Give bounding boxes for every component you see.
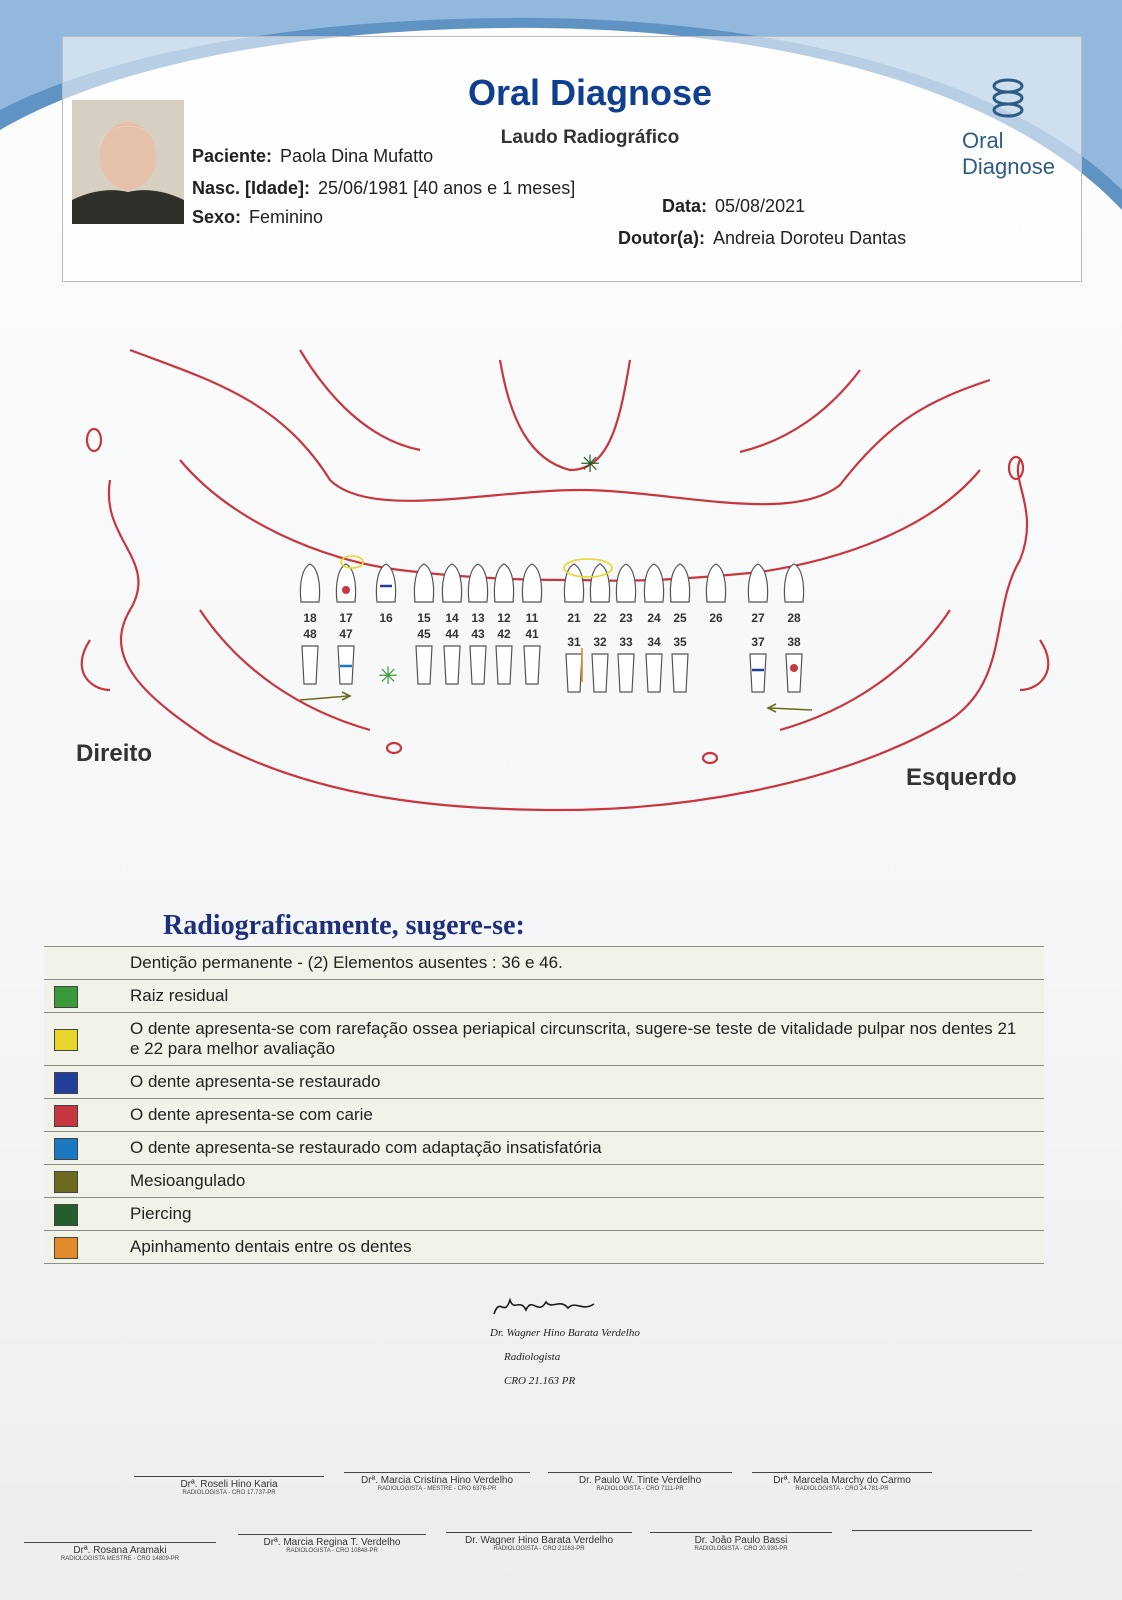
finding-text: Piercing: [130, 1204, 192, 1223]
legend-swatch: [54, 1072, 78, 1094]
date-value: 05/08/2021: [715, 196, 806, 216]
doctor-name: Drª. Marcia Cristina Hino Verdelho: [360, 1475, 514, 1486]
finding-text: Raiz residual: [130, 986, 229, 1005]
doctor-signature-2: [344, 1472, 530, 1492]
doctor-signature-8: [650, 1532, 832, 1552]
finding-row: [44, 1099, 1044, 1132]
tooth-number: 25: [673, 611, 687, 625]
finding-text: O dente apresenta-se com carie: [130, 1105, 373, 1124]
sex-value: Feminino: [249, 207, 324, 227]
tooth-number: 37: [751, 635, 765, 649]
mesioangulated-arrow-left: [770, 708, 812, 710]
birth-value: 25/06/1981 [40 anos e 1 meses]: [318, 178, 576, 198]
legend-swatch: [54, 1171, 78, 1193]
doctor-credential: RADIOLOGISTA - CRO 10848-PR: [286, 1548, 378, 1554]
lower-tooth: [786, 635, 802, 692]
tooth-number: 42: [497, 627, 511, 641]
signature-name: Dr. Wagner Hino Barata Verdelho: [490, 1327, 640, 1339]
tooth-number: 48: [303, 627, 317, 641]
doctor-label: Doutor(a):: [618, 228, 705, 248]
finding-row: [44, 947, 1044, 980]
upper-tooth: [468, 564, 487, 625]
date-field: [662, 196, 805, 217]
birth-label: Nasc. [Idade]:: [192, 178, 311, 198]
tooth-number: 41: [525, 627, 539, 641]
doctor-signature-3: [548, 1472, 732, 1492]
side-left-label: Esquerdo: [906, 764, 1017, 791]
upper-tooth: [706, 564, 725, 625]
finding-text: Mesioangulado: [130, 1171, 246, 1190]
doctor-name: Dr. João Paulo Bassi: [694, 1535, 788, 1546]
doctor-name: Drª. Rosana Aramaki: [73, 1545, 167, 1556]
tooth-number: 35: [673, 635, 687, 649]
date-label: Data:: [662, 196, 708, 216]
lower-tooth: [646, 635, 662, 692]
doctor-credential: RADIOLOGISTA - CRO 17.737-PR: [182, 1490, 276, 1496]
upper-tooth: [616, 564, 635, 625]
tooth-number: 38: [787, 635, 801, 649]
tooth-number: 44: [445, 627, 459, 641]
lower-tooth: [302, 627, 318, 684]
legend-swatch: [54, 986, 78, 1008]
birth-field: [192, 178, 575, 199]
finding-row: [44, 1013, 1044, 1066]
lower-tooth: [470, 627, 486, 684]
lower-tooth: [444, 627, 460, 684]
teeth-layer: [300, 564, 803, 692]
findings-title: Radiograficamente, sugere-se:: [163, 910, 525, 941]
finding-text: Dentição permanente - (2) Elementos ausentes : 36 e 46.: [130, 953, 563, 972]
sex-label: Sexo:: [192, 207, 242, 227]
finding-row: [44, 980, 1044, 1013]
caries-marker-38: [790, 664, 798, 672]
doctor-credential: RADIOLOGISTA - CRO 20.930-PR: [694, 1546, 788, 1552]
tooth-number: 32: [593, 635, 607, 649]
patient-label: Paciente:: [192, 146, 273, 166]
legend-swatch: [54, 1237, 78, 1259]
finding-row: [44, 1231, 1044, 1264]
lower-tooth: [496, 627, 512, 684]
finding-text: Apinhamento dentais entre os dentes: [130, 1237, 412, 1256]
report-type: Laudo Radiográfico: [500, 127, 680, 148]
patient-name: Paola Dina Mufatto: [280, 146, 434, 166]
logo-text: Oral Diagnose: [962, 128, 1055, 179]
tooth-number: 18: [303, 611, 317, 625]
oral-diagnose-logo: [962, 78, 1080, 179]
doctor-name: Dr. Paulo W. Tinte Verdelho: [578, 1475, 702, 1486]
lower-tooth: [524, 627, 540, 684]
upper-tooth: [442, 564, 461, 625]
doctor-credential: RADIOLOGISTA - CRO 7111-PR: [596, 1486, 684, 1492]
finding-row: [44, 1066, 1044, 1099]
upper-tooth: [494, 564, 513, 625]
doctor-name: Drª. Roseli Hino Karia: [180, 1479, 278, 1490]
tooth-number: 14: [445, 611, 459, 625]
lower-tooth: [416, 627, 432, 684]
findings-table: [44, 946, 1044, 1264]
legend-swatch: [54, 1138, 78, 1160]
legend-swatch: [54, 1204, 78, 1226]
doctor-signature-7: [446, 1532, 632, 1552]
doctor-name: Drª. Marcia Regina T. Verdelho: [263, 1537, 401, 1548]
sex-field: [192, 207, 323, 228]
doctor-credential: RADIOLOGISTA - MESTRE - CRO 6376-PR: [377, 1486, 497, 1492]
signature-role: Radiologista: [504, 1351, 561, 1363]
doctor-name: Dr. Wagner Hino Barata Verdelho: [464, 1535, 614, 1546]
tooth-number: 34: [647, 635, 661, 649]
doctor-name: Drª. Marcela Marchy do Carmo: [773, 1475, 911, 1486]
tooth-number: 16: [379, 611, 393, 625]
lower-tooth: [672, 635, 688, 692]
finding-row: [44, 1132, 1044, 1165]
mesioangulated-arrow-right: [300, 696, 348, 700]
tooth-number: 22: [593, 611, 607, 625]
upper-tooth: [376, 564, 395, 625]
signature-cro: CRO 21.163 PR: [504, 1375, 576, 1387]
tooth-number: 33: [619, 635, 633, 649]
finding-row: [44, 1165, 1044, 1198]
tooth-number: 43: [471, 627, 485, 641]
residual-root-marker: ✳: [377, 663, 399, 690]
upper-tooth: [748, 564, 767, 625]
brand-title: Oral Diagnose: [467, 72, 713, 113]
doctor-signature-6: [238, 1534, 426, 1554]
lower-tooth: [750, 635, 766, 692]
blank-signature-line: [852, 1530, 1032, 1533]
doctor-credential: RADIOLOGISTA - CRO 21163-PR: [493, 1546, 585, 1552]
lower-tooth: [338, 627, 354, 684]
piercing-marker-upper: ✳: [579, 451, 601, 478]
tooth-number: 45: [417, 627, 431, 641]
finding-row: [44, 1198, 1044, 1231]
upper-tooth: [414, 564, 433, 625]
tooth-number: 13: [471, 611, 485, 625]
legend-swatch: [54, 1029, 78, 1051]
patient-photo: [72, 100, 184, 224]
upper-tooth: [300, 564, 319, 625]
tooth-number: 26: [709, 611, 723, 625]
logo-icon: [988, 78, 1028, 124]
caries-marker-17: [342, 586, 350, 594]
upper-tooth: [644, 564, 663, 625]
finding-text: O dente apresenta-se com rarefação ossea periapical circunscrita, sugere-se teste de vitalidade pulpar nos dentes 21 e 22 para melhor avaliação: [130, 1019, 1017, 1058]
patient-field: [192, 146, 433, 167]
tooth-number: 24: [647, 611, 661, 625]
lower-tooth: [618, 635, 634, 692]
upper-tooth: [784, 564, 803, 625]
upper-tooth: [522, 564, 541, 625]
tooth-number: 11: [525, 611, 539, 625]
upper-tooth: [670, 564, 689, 625]
tooth-number: 17: [339, 611, 353, 625]
doctor-field: [618, 228, 906, 249]
doctor-credential: RADIOLOGISTA - CRO 24.781-PR: [795, 1486, 889, 1492]
doctor-value: Andreia Doroteu Dantas: [712, 228, 907, 248]
doctor-credential: RADIOLOGISTA MESTRE - CRO 14809-PR: [60, 1556, 180, 1562]
side-right-label: Direito: [76, 740, 153, 767]
tooth-number: 23: [619, 611, 633, 625]
doctor-signature-1: [134, 1476, 324, 1496]
tooth-number: 28: [787, 611, 801, 625]
tooth-number: 15: [417, 611, 431, 625]
legend-swatch: [54, 1105, 78, 1127]
handwritten-signature: [490, 1292, 600, 1322]
doctor-signature-5: [24, 1542, 216, 1562]
tooth-number: 31: [567, 635, 581, 649]
tooth-number: 47: [339, 627, 353, 641]
doctor-signature-4: [752, 1472, 932, 1492]
upper-tooth: [336, 564, 355, 625]
tooth-number: 21: [567, 611, 581, 625]
finding-text: O dente apresenta-se restaurado com adaptação insatisfatória: [130, 1138, 602, 1157]
lower-tooth: [566, 635, 582, 692]
tooth-number: 27: [751, 611, 765, 625]
tooth-number: 12: [497, 611, 511, 625]
signature-block: [490, 1292, 690, 1387]
finding-text: O dente apresenta-se restaurado: [130, 1072, 381, 1091]
lower-tooth: [592, 635, 608, 692]
